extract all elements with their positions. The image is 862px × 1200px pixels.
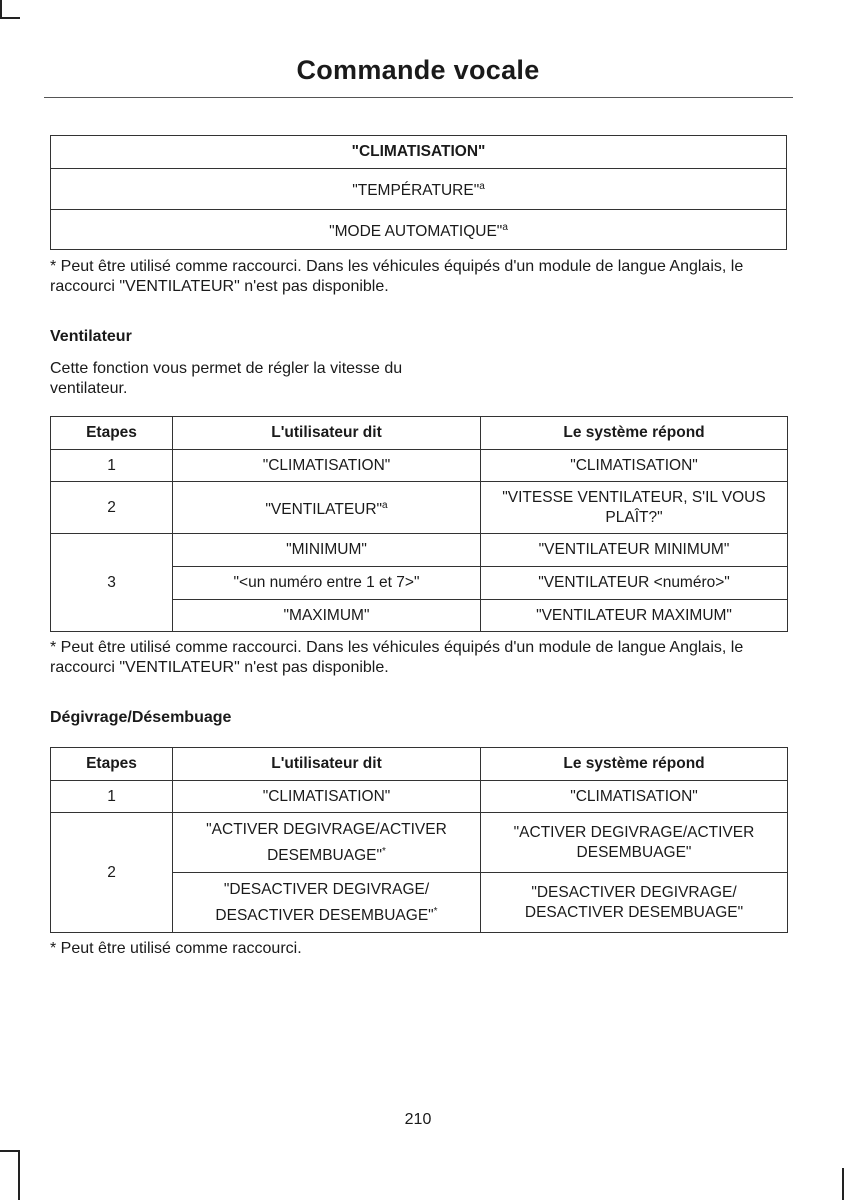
section-heading-degivrage: Dégivrage/Désembuage	[50, 709, 232, 726]
step-cell: 2	[51, 813, 173, 933]
cell-text: "DESACTIVER DEGIVRAGE/ DESACTIVER DESEMBUAGE"	[215, 880, 434, 924]
system-responds-cell: "ACTIVER DEGIVRAGE/ACTIVER DESEMBUAGE"	[481, 813, 788, 873]
system-responds-cell: "DESACTIVER DEGIVRAGE/ DESACTIVER DESEMBUAGE"	[481, 873, 788, 933]
table-cell	[51, 210, 787, 250]
crop-mark	[842, 1168, 844, 1200]
system-responds-cell: "VENTILATEUR MAXIMUM"	[481, 600, 788, 632]
crop-mark	[18, 1150, 20, 1200]
table-cell	[51, 169, 787, 210]
footnote-marker: a	[479, 181, 485, 192]
page-title: Commande vocale	[296, 55, 540, 85]
footnote-marker: a	[502, 221, 508, 233]
section-heading-ventilateur: Ventilateur	[50, 328, 132, 345]
cell-text: "TEMPÉRATURE"	[352, 182, 480, 199]
system-responds-cell: "CLIMATISATION"	[481, 450, 788, 482]
system-responds-cell: "VENTILATEUR <numéro>"	[481, 567, 788, 600]
cell-text: "ACTIVER DEGIVRAGE/ACTIVER DESEMBUAGE"	[206, 820, 447, 864]
user-says-cell: "CLIMATISATION"	[173, 781, 481, 813]
crop-mark	[0, 17, 20, 19]
user-says-cell: "MINIMUM"	[173, 534, 481, 567]
crop-mark	[0, 0, 2, 18]
ventilateur-table	[50, 416, 788, 632]
cell-text: "MODE AUTOMATIQUE"	[329, 222, 503, 240]
column-header: Etapes	[51, 748, 173, 781]
section-intro: Cette fonction vous permet de régler la vitesse du ventilateur.	[50, 360, 403, 397]
user-says-cell: "MAXIMUM"	[173, 600, 481, 632]
step-cell: 2	[51, 482, 173, 534]
table-row	[51, 534, 788, 567]
degivrage-table	[50, 747, 788, 933]
crop-mark	[0, 1150, 20, 1152]
footnote: * Peut être utilisé comme raccourci. Dans les véhicules équipés d'un module de langue Anglais, le raccourci "VENTILATEUR" n'est pas disponible.	[50, 639, 744, 676]
table-row	[51, 450, 788, 482]
step-cell: 1	[51, 781, 173, 813]
footnote-marker: *	[381, 845, 386, 857]
system-responds-cell: "VITESSE VENTILATEUR, S'IL VOUS PLAÎT?"	[481, 482, 788, 534]
column-header: Le système répond	[481, 417, 788, 450]
title-rule	[44, 97, 793, 98]
user-says-cell	[173, 813, 481, 873]
page-number: 210	[404, 1111, 432, 1128]
step-cell: 1	[51, 450, 173, 482]
user-says-cell: "CLIMATISATION"	[173, 450, 481, 482]
table-row	[51, 781, 788, 813]
user-says-cell	[173, 873, 481, 933]
climatisation-table-header: "CLIMATISATION"	[51, 136, 787, 169]
cell-text: "VENTILATEUR"	[265, 500, 383, 518]
column-header: Etapes	[51, 417, 173, 450]
table-row	[51, 482, 788, 534]
footnote: * Peut être utilisé comme raccourci.	[50, 940, 302, 957]
column-header: Le système répond	[481, 748, 788, 781]
column-header: L'utilisateur dit	[173, 417, 481, 450]
column-header: L'utilisateur dit	[173, 748, 481, 781]
footnote-marker: *	[433, 905, 438, 917]
footnote: * Peut être utilisé comme raccourci. Dans les véhicules équipés d'un module de langue Anglais, le raccourci "VENTILATEUR" n'est pas disponible.	[50, 258, 744, 295]
footnote-marker: a	[382, 499, 388, 511]
climatisation-table	[50, 135, 787, 250]
system-responds-cell: "VENTILATEUR MINIMUM"	[481, 534, 788, 567]
user-says-cell: "<un numéro entre 1 et 7>"	[173, 567, 481, 600]
step-cell: 3	[51, 534, 173, 632]
system-responds-cell: "CLIMATISATION"	[481, 781, 788, 813]
table-row	[51, 813, 788, 873]
user-says-cell	[173, 482, 481, 534]
